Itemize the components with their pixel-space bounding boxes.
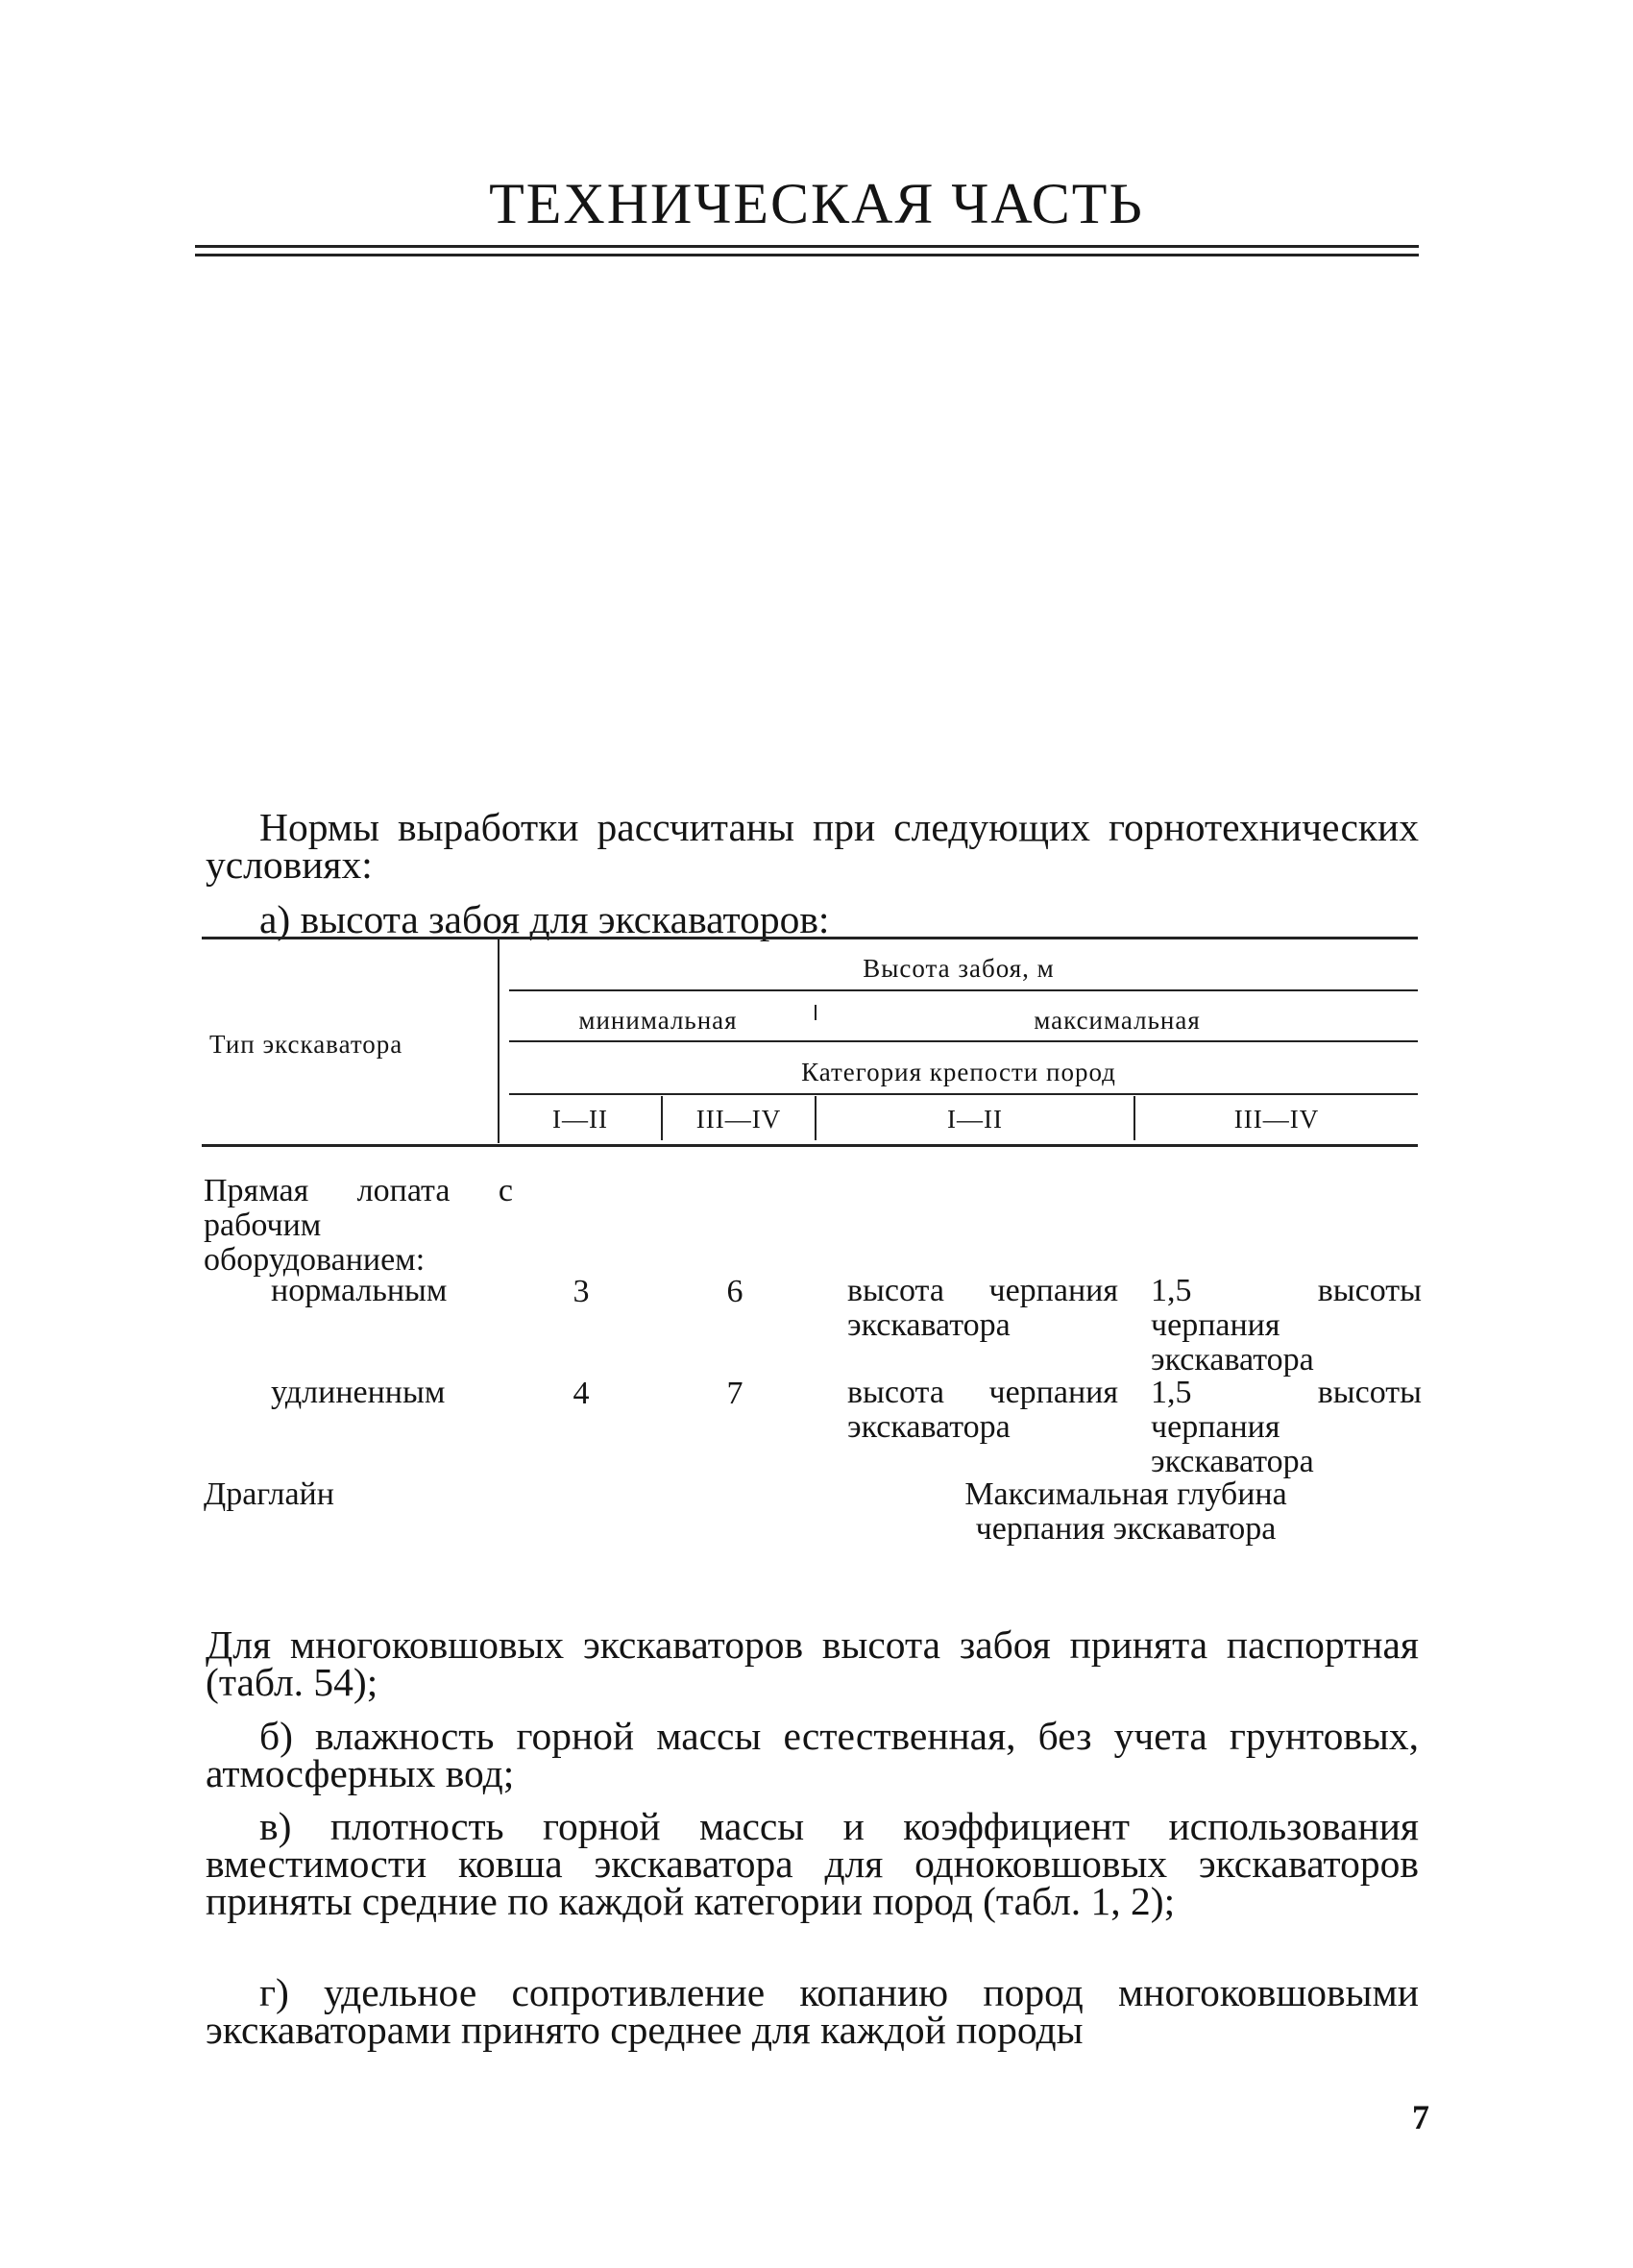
header-minimal: минимальная <box>578 1006 738 1035</box>
header-excavator-type: Тип экскаватора <box>209 1030 403 1059</box>
paragraph-item-b: б) влажность горной массы естественная, без учета грунтовых, атмосферных вод; <box>206 1713 1419 1795</box>
row-label: нормальным <box>271 1273 448 1308</box>
cell-dragline-value: Максимальная глубина черпания экскаватора <box>964 1476 1287 1547</box>
subheader-min-3-4: III—IV <box>695 1105 782 1134</box>
table-header-bottom-rule <box>202 1144 1418 1147</box>
page-number: 7 <box>1412 2098 1429 2136</box>
cell-max-1-2: высота черпания экскаватора <box>847 1375 1118 1445</box>
cell-min-3-4: 7 <box>726 1376 743 1411</box>
header-face-height: Высота забоя, м <box>863 954 1055 983</box>
header-maximal: максимальная <box>1034 1006 1201 1035</box>
subheader-max-1-2: I—II <box>947 1105 1003 1134</box>
intro-item-a: а) высота забоя для экскаваторов: <box>259 896 830 941</box>
cell-max-3-4: 1,5 высоты черпания экскаватора <box>1151 1273 1422 1378</box>
group-label-power-shovel: Прямая лопата с рабочим оборудованием: <box>204 1173 513 1278</box>
title-underline-2 <box>195 254 1419 256</box>
paragraph-item-v: в) плотность горной массы и коэффициент использования вместимости ковша экскаватора для одноковшовых экскаваторов приняты средние по каждой категории пород (табл. 1, 2); <box>206 1803 1419 1923</box>
intro-paragraph: Нормы выработки рассчитаны при следующих горнотехнических условиях: <box>206 804 1419 887</box>
cell-max-1-2: высота черпания экскаватора <box>847 1273 1118 1343</box>
cell-min-3-4: 6 <box>726 1274 743 1309</box>
subheader-max-3-4: III—IV <box>1233 1105 1320 1134</box>
subheader-min-1-2: I—II <box>552 1105 608 1134</box>
row-label-dragline: Драглайн <box>204 1476 334 1512</box>
cell-min-1-2: 4 <box>573 1376 590 1411</box>
table-top-rule <box>202 937 1418 939</box>
paragraph-multibucket: Для многоковшовых экскаваторов высота забоя принята паспортная (табл. 54); <box>206 1622 1419 1704</box>
header-rock-category: Категория крепости пород <box>801 1058 1116 1086</box>
paragraph-item-g: г) удельное сопротивление копанию пород многоковшовыми экскаваторами принято среднее для каждой породы <box>206 1969 1419 2052</box>
row-label: удлиненным <box>271 1375 446 1410</box>
page-title: ТЕХНИЧЕСКАЯ ЧАСТЬ <box>489 172 1144 235</box>
cell-max-3-4: 1,5 высоты черпания экскаватора <box>1151 1375 1422 1479</box>
title-underline <box>195 245 1419 248</box>
cell-min-1-2: 3 <box>573 1274 590 1309</box>
